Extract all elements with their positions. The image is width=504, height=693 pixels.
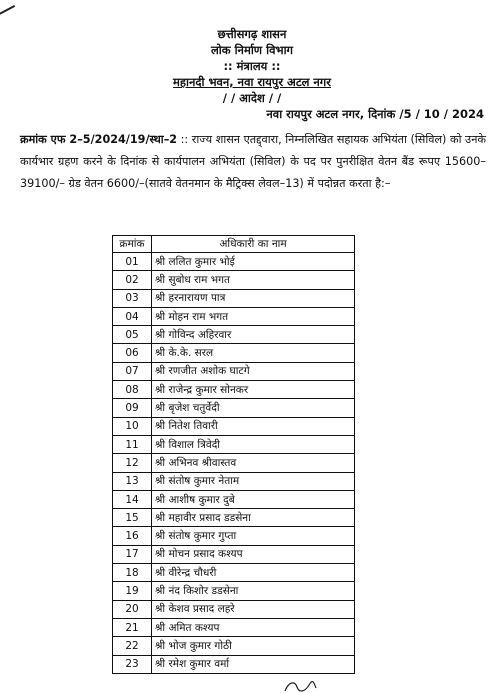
table-row: [113, 362, 355, 380]
officer-name-cell: श्री भोज कुमार गोठी: [152, 637, 355, 655]
table-row: [113, 289, 355, 307]
table-row: [113, 509, 355, 527]
serial-number-cell: 02: [113, 271, 152, 289]
order-body: :: राज्य शासन एतद्द्वारा, निम्नलिखित सहायक अभियंता (सिविल) को उनके कार्यभार ग्रहण करने के दिनांक से कार्यपालन अभियंता (सिविल) के पद पर पुनरीक्षित वेतन बैंड रूपए 15600–39100/– ग्रेड वेतन 6600/–(सातवे वेतनमान के मैट्रिक्स लेवल–13) में पदोन्नत करता है:–: [20, 133, 486, 190]
officer-name-cell: श्री महावीर प्रसाद डडसेना: [152, 509, 355, 527]
officer-name-cell: श्री नितेश तिवारी: [152, 417, 355, 435]
mantralaya-label: :: मंत्रालय ::: [223, 59, 281, 73]
officer-name-cell: श्री रणजीत अशोक घाटगे: [152, 362, 355, 380]
table-row: [113, 545, 355, 563]
officer-name-cell: श्री गोविन्द अहिरवार: [152, 326, 355, 344]
officer-name-cell: श्री बृजेश चतुर्वेदी: [152, 399, 355, 417]
serial-number-cell: 17: [113, 545, 152, 563]
table-row: [113, 582, 355, 600]
table-row: [113, 637, 355, 655]
officer-name-cell: श्री वीरेन्द्र चौधरी: [152, 564, 355, 582]
officer-name-cell: श्री संतोष कुमार नेताम: [152, 472, 355, 490]
serial-number-cell: 01: [113, 253, 152, 271]
order-paragraph: [20, 129, 486, 195]
officer-name-cell: श्री आशीष कुमार दुबे: [152, 490, 355, 508]
table-row: [113, 472, 355, 490]
serial-number-cell: 19: [113, 582, 152, 600]
officer-name-cell: श्री अमित कश्यप: [152, 618, 355, 636]
officer-name-cell: श्री के.के. सरल: [152, 344, 355, 362]
officer-rows: [113, 253, 355, 674]
department-name: लोक निर्माण विभाग: [210, 43, 294, 57]
serial-number-cell: 05: [113, 326, 152, 344]
serial-number-cell: 09: [113, 399, 152, 417]
serial-number-cell: 06: [113, 344, 152, 362]
officer-name-cell: श्री मोचन प्रसाद कश्यप: [152, 545, 355, 563]
officer-name-cell: श्री केशव प्रसाद लहरे: [152, 600, 355, 618]
column-header-serial: क्रमांक: [113, 236, 152, 253]
officer-name-cell: श्री रमेश कुमार वर्मा: [152, 655, 355, 673]
officer-name-cell: श्री राजेन्द्र कुमार सोनकर: [152, 381, 355, 399]
officer-name-cell: श्री अभिनव श्रीवास्तव: [152, 454, 355, 472]
serial-number-cell: 03: [113, 289, 152, 307]
signature-mark: [283, 679, 317, 693]
table-row: [113, 454, 355, 472]
serial-number-cell: 12: [113, 454, 152, 472]
table-row: [113, 271, 355, 289]
serial-number-cell: 10: [113, 417, 152, 435]
table-row: [113, 490, 355, 508]
officer-name-cell: श्री सुबोध राम भगत: [152, 271, 355, 289]
serial-number-cell: 11: [113, 435, 152, 453]
table-row: [113, 435, 355, 453]
serial-number-cell: 08: [113, 381, 152, 399]
order-number: क्रमांक एफ 2–5/2024/19/स्था–2: [20, 133, 178, 146]
officers-table: [112, 235, 355, 674]
table-row: [113, 253, 355, 271]
table-row: [113, 600, 355, 618]
officer-name-cell: श्री हरनारायण पात्र: [152, 289, 355, 307]
officer-name-cell: श्री नंद किशोर डडसेना: [152, 582, 355, 600]
serial-number-cell: 04: [113, 307, 152, 325]
document-title: / / आदेश / /: [222, 91, 282, 105]
officer-name-cell: श्री मोहन राम भगत: [152, 307, 355, 325]
officer-name-cell: श्री ललित कुमार भोई: [152, 253, 355, 271]
table-row: [113, 326, 355, 344]
table-row: [113, 381, 355, 399]
table-row: [113, 618, 355, 636]
table-row: [113, 344, 355, 362]
govt-name: छत्तीसगढ़ शासन: [217, 27, 287, 41]
table-row: [113, 307, 355, 325]
table-row: [113, 655, 355, 673]
serial-number-cell: 21: [113, 618, 152, 636]
table-row: [113, 399, 355, 417]
serial-number-cell: 15: [113, 509, 152, 527]
table-header-row: [113, 236, 355, 253]
letterhead: [0, 26, 504, 106]
corner-pen-mark: [0, 5, 15, 17]
serial-number-cell: 16: [113, 527, 152, 545]
serial-number-cell: 14: [113, 490, 152, 508]
serial-number-cell: 23: [113, 655, 152, 673]
serial-number-cell: 07: [113, 362, 152, 380]
serial-number-cell: 22: [113, 637, 152, 655]
officer-name-cell: श्री संतोष कुमार गुप्ता: [152, 527, 355, 545]
place-date-line: नवा रायपुर अटल नगर, दिनांक /5 / 10 / 2024: [266, 107, 484, 121]
table-row: [113, 564, 355, 582]
serial-number-cell: 18: [113, 564, 152, 582]
serial-number-cell: 20: [113, 600, 152, 618]
column-header-name: अधिकारी का नाम: [152, 236, 355, 253]
table-row: [113, 527, 355, 545]
serial-number-cell: 13: [113, 472, 152, 490]
table-row: [113, 417, 355, 435]
office-address: महानदी भवन, नवा रायपुर अटल नगर: [173, 75, 331, 89]
officer-name-cell: श्री विशाल त्रिवेदी: [152, 435, 355, 453]
